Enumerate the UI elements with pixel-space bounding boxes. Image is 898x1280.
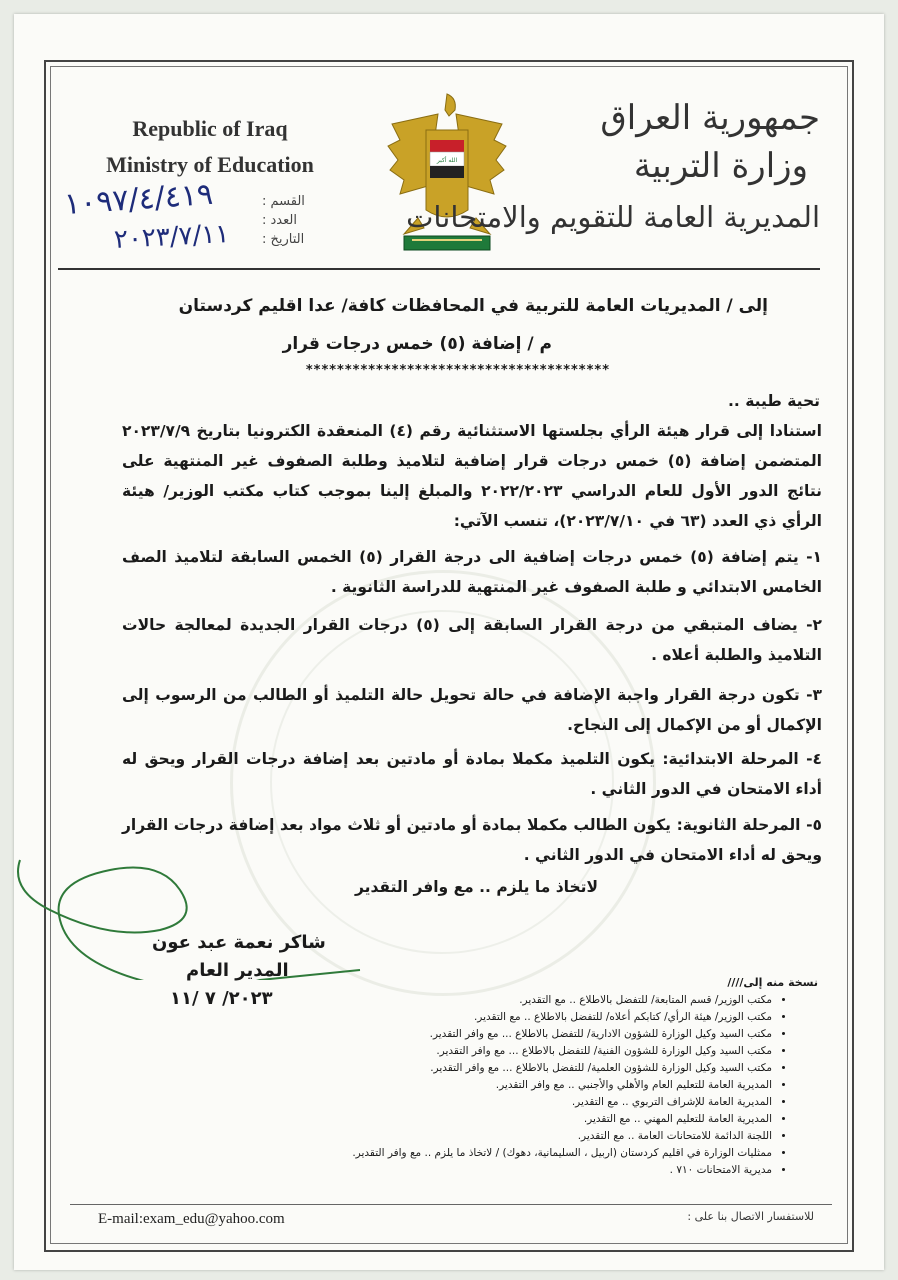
- addressee: إلى / المديريات العامة للتربية في المحافظات كافة/ عدا اقليم كردستان: [178, 296, 768, 316]
- header-ar-republic: جمهورية العراق: [600, 98, 820, 138]
- signatory-name: شاكر نعمة عبد عون: [152, 932, 326, 953]
- copy-item: • المديرية العامة للتعليم المهني .. مع التقدير.: [212, 1111, 772, 1128]
- number-label: العدد :: [262, 213, 297, 228]
- subject: م / إضافة (٥) خمس درجات قرار: [282, 334, 552, 354]
- signature-date: ٢٠٢٣/ ٧ /١١: [170, 988, 273, 1009]
- copy-item: • ممثليات الوزارة في اقليم كردستان (اربيل ، السليمانية، دهوك) / لاتخاذ ما يلزم .. مع وافر التقدير.: [212, 1145, 772, 1162]
- item-4: ٤- المرحلة الابتدائية: يكون التلميذ مكملا بمادة أو مادتين بعد إضافة درجات القرار ويحق له أداء الامتحان في الدور الثاني .: [122, 750, 822, 798]
- copy-item: • مكتب السيد وكيل الوزارة للشؤون العلمية/ للتفضل بالاطلاع ... مع وافر التقدير.: [212, 1060, 772, 1077]
- copy-item: • مكتب الوزير/ هيئة الرأي/ كتابكم أعلاه/ للتفضل بالاطلاع .. مع التقدير.: [212, 1009, 772, 1026]
- flag-red-stripe: [430, 140, 464, 152]
- footer-email: E-mail:exam_edu@yahoo.com: [98, 1211, 285, 1227]
- signatory-title: المدير العام: [186, 960, 289, 981]
- section-label: القسم :: [262, 194, 305, 209]
- stars-divider: ***************************************: [305, 363, 610, 378]
- date-label: التاريخ :: [262, 232, 305, 247]
- iraq-emblem-logo: [382, 90, 512, 262]
- copy-item: • مديرية الامتحانات ٧١٠ .: [212, 1162, 772, 1179]
- header-ar-ministry: وزارة التربية: [633, 146, 808, 186]
- item-1: ١- يتم إضافة (٥) خمس درجات إضافية الى درجة القرار (٥) الخمس السابقة لتلاميذ الصف الخامس الابتدائي و طلبة الصفوف غير المنتهية للدراسة الثانوية .: [122, 548, 822, 596]
- footer-contact: للاستفسار الاتصال بنا على :: [687, 1210, 814, 1223]
- copy-item: • مكتب السيد وكيل الوزارة للشؤون الفنية/ للتفضل بالاطلاع ... مع وافر التقدير.: [212, 1043, 772, 1060]
- copy-item: • مكتب الوزير/ قسم المتابعة/ للتفضل بالاطلاع .. مع التقدير.: [212, 992, 772, 1009]
- intro-paragraph: استنادا إلى قرار هيئة الرأي بجلستها الاستثنائية رقم (٤) المنعقدة الكترونيا بتاريخ ٢٠٢٣/٧/٩ المتضمن إضافة (٥) خمس درجات قرار إضافية لتلاميذ وطلبة الصفوف غير المنتهية على نتائج الدور الأول للعام الدراسي ٢٠٢٢/٢٠٢٣ والمبلغ إلينا بموجب كتاب مكتب الوزير/ هيئة الرأي ذي العدد (٦٣ في ٢٠٢٣/٧/١٠)، تنسب الآتي:: [122, 422, 822, 530]
- header-en-republic: Republic of Iraq: [132, 116, 288, 141]
- handwritten-date: ٢٠٢٣/٧/١١: [113, 219, 230, 255]
- greeting: تحية طيبة ..: [728, 392, 820, 410]
- header-ar-directorate: المديرية العامة للتقويم والامتحانات: [406, 200, 820, 234]
- handwritten-number: ١٠٩٧/٤/٤١٩: [62, 176, 215, 223]
- emblem-text: الله أكبر: [436, 157, 458, 164]
- copies-heading: نسخة منه إلى////: [727, 976, 818, 989]
- copies-list: [212, 992, 786, 1179]
- item-2: ٢- يضاف المتبقي من درجة القرار السابقة إلى (٥) درجات القرار الجديدة لمعالجة حالات التلاميذ والطلبة أعلاه .: [122, 616, 823, 664]
- copy-item: • اللجنة الدائمة للامتحانات العامة .. مع التقدير.: [212, 1128, 772, 1145]
- copy-item: • المديرية العامة للإشراف التربوي .. مع التقدير.: [212, 1094, 772, 1111]
- handwritten-signature: [0, 820, 420, 980]
- header-divider: [58, 268, 820, 270]
- header-en-ministry: Ministry of Education: [106, 152, 314, 177]
- item-3: ٣- تكون درجة القرار واجبة الإضافة في حالة تحويل حالة التلميذ أو الطالب من الرسوب إلى الإكمال أو من الإكمال إلى النجاح.: [122, 686, 822, 734]
- copy-item: • المديرية العامة للتعليم العام والأهلي والأجنبي .. مع وافر التقدير.: [212, 1077, 772, 1094]
- copy-item: • مكتب السيد وكيل الوزارة للشؤون الادارية/ للتفضل بالاطلاع ... مع وافر التقدير.: [212, 1026, 772, 1043]
- closing: لاتخاذ ما يلزم .. مع وافر التقدير: [355, 878, 598, 896]
- item-5: ٥- المرحلة الثانوية: يكون الطالب مكملا بمادة أو مادتين أو ثلاث مواد بعد إضافة درجات القرار ويحق له أداء الامتحان في الدور الثاني .: [122, 816, 822, 864]
